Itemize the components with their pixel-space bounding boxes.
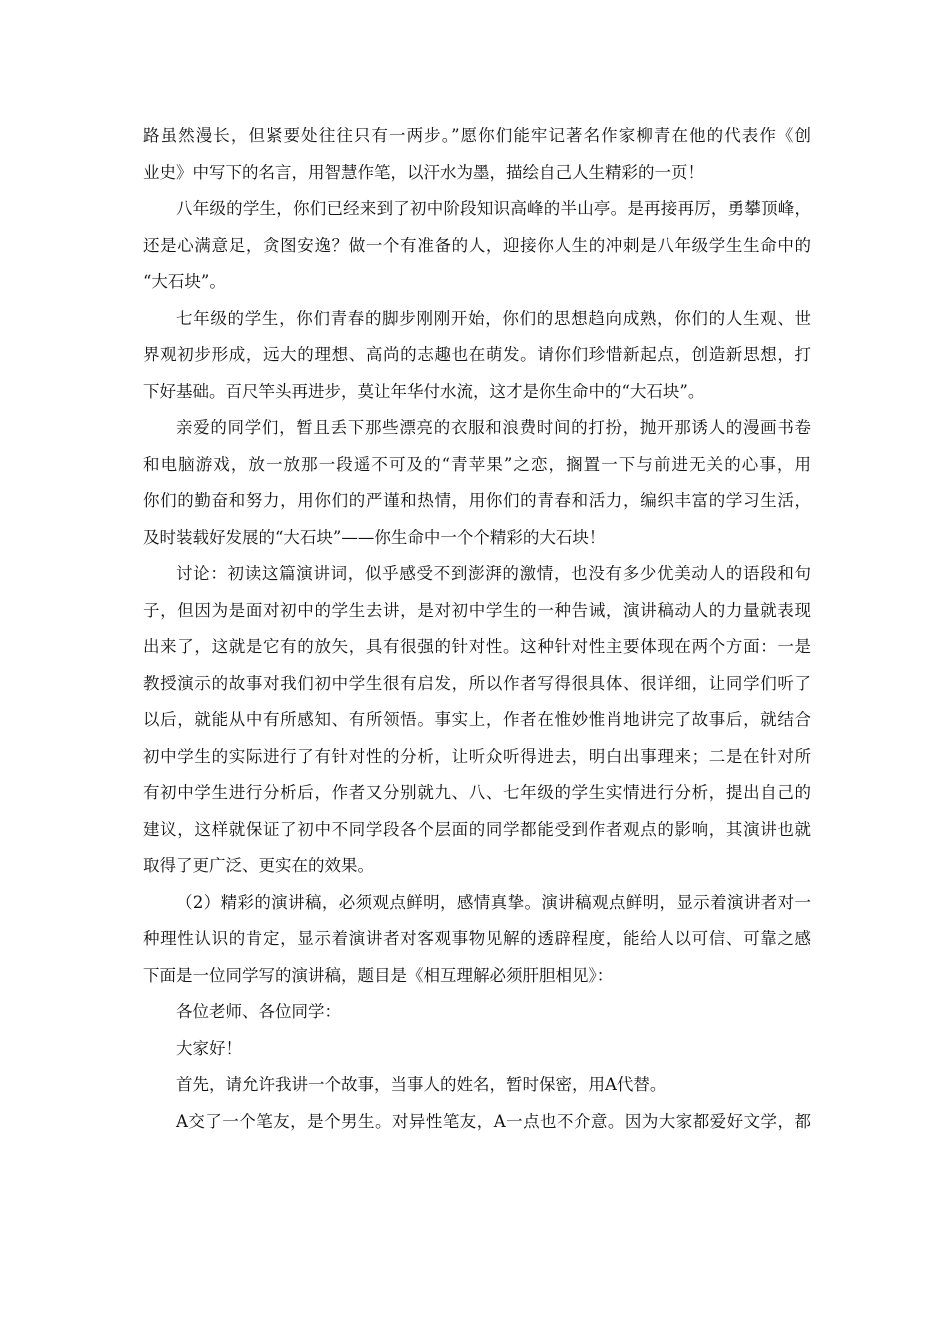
text-line: 亲爱的同学们，暂且丢下那些漂亮的衣服和浪费时间的打扮，抛开那诱人的漫画书卷 <box>176 418 811 437</box>
text-line: 子，但因为是面对初中的学生去讲，是对初中学生的一种告诫，演讲稿动人的力量就表现 <box>143 600 811 620</box>
text-line: （2）精彩的演讲稿，必须观点鲜明，感情真挚。演讲稿观点鲜明，显示着演讲者对一 <box>176 892 811 912</box>
text-line: 路虽然漫长，但紧要处往往只有一两步。”愿你们能牢记著名作家柳青在他的代表作《创 <box>143 126 811 145</box>
text-line: 出来了，这就是它有的放矢，具有很强的针对性。这种针对性主要体现在两个方面：一是 <box>143 637 811 656</box>
text-line: 下好基础。百尺竿头再进步，莫让年华付水流，这才是你生命中的“大石块”。 <box>143 381 705 401</box>
text-line: 七年级的学生，你们青春的脚步刚刚开始，你们的思想趋向成熟，你们的人生观、世 <box>176 308 811 328</box>
text-line: 种理性认识的肯定，显示着演讲者对客观事物见解的透辟程度，能给人以可信、可靠之感 <box>143 929 811 948</box>
text-line: 讨论：初读这篇演讲词，似乎感受不到澎湃的激情，也没有多少优美动人的语段和句 <box>176 564 811 583</box>
text-line: 和电脑游戏，放一放那一段遥不可及的“青苹果”之恋，搁置一下与前进无关的心事，用 <box>143 454 811 474</box>
text-line: 下面是一位同学写的演讲稿，题目是《相互理解必须肝胆相见》： <box>143 965 614 985</box>
text-line: 初中学生的实际进行了有针对性的分析，让听众听得进去，明白出事理来；二是在针对所 <box>143 746 811 766</box>
text-line: “大石块”。 <box>143 272 226 291</box>
document-body <box>143 118 811 1140</box>
text-line: 教授演示的故事对我们初中学生很有启发，所以作者写得很具体、很详细，让同学们听了 <box>143 673 811 693</box>
text-line: 业史》中写下的名言，用智慧作笔，以汗水为墨，描绘自己人生精彩的一页！ <box>143 162 704 182</box>
text-line: 各位老师、各位同学： <box>176 1002 341 1021</box>
text-line: 及时装载好发展的“大石块”——你生命中一个个精彩的大石块！ <box>143 527 606 547</box>
text-line: 界观初步形成，远大的理想、高尚的志趣也在萌发。请你们珍惜新起点，创造新思想，打 <box>143 345 811 364</box>
text-line: 有初中学生进行分析后，作者又分别就九、八、七年级的学生实情进行分析，提出自己的 <box>143 783 811 802</box>
text-line: 八年级的学生，你们已经来到了初中阶段知识高峰的半山亭。是再接再厉，勇攀顶峰， <box>176 199 811 218</box>
text-line: 还是心满意足，贪图安逸？做一个有准备的人，迎接你人生的冲刺是八年级学生生命中的 <box>143 235 811 255</box>
text-line: 大家好！ <box>176 1038 242 1058</box>
text-line: 取得了更广泛、更实在的效果。 <box>143 856 374 875</box>
text-line: A交了一个笔友，是个男生。对异性笔友，A一点也不介意。因为大家都爱好文学，都 <box>176 1111 811 1131</box>
text-line: 以后，就能从中有所感知、有所领悟。事实上，作者在惟妙惟肖地讲完了故事后，就结合 <box>143 710 811 729</box>
text-line: 建议，这样就保证了初中不同学段各个层面的同学都能受到作者观点的影响，其演讲也就 <box>143 819 811 839</box>
text-line: 首先，请允许我讲一个故事，当事人的姓名，暂时保密，用A代替。 <box>176 1075 667 1094</box>
text-line: 你们的勤奋和努力，用你们的严谨和热情，用你们的青春和活力，编织丰富的学习生活， <box>143 491 811 510</box>
